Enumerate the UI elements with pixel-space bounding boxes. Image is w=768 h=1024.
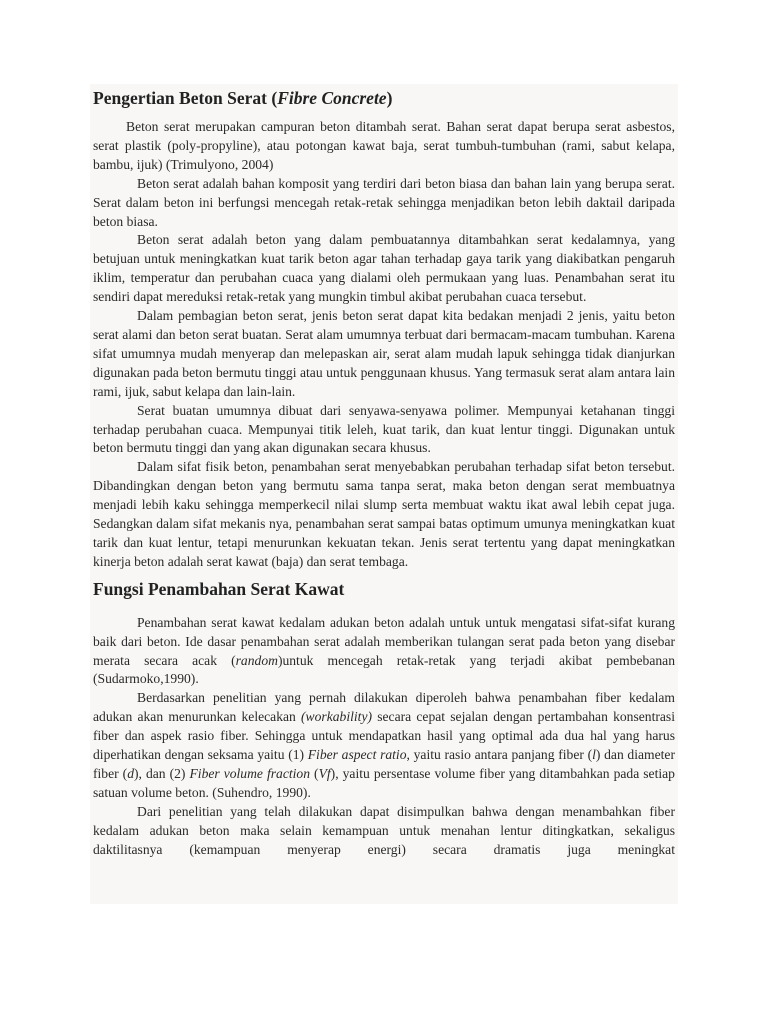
paragraph: Dalam sifat fisik beton, penambahan serat menyebabkan perubahan terhadap sifat beton tersebut. Dibandingkan dengan beton yang bermutu sama tanpa serat, maka beton dengan serat membuatnya menjadi lebih kaku sehingga memperkecil nilai slump serta membuat waktu ikat awal lebih cepat juga. Sedangkan dalam sifat mekanis nya, penambahan serat sampai batas optimum umunya meningkatkan kuat tarik dan kuat lentur, tetapi menurunkan kekuatan tekan. Jenis serat tertentu yang dapat meningkatkan kinerja beton adalah serat kawat (baja) dan serat tembaga. [93,459,675,569]
text-run: ), dan (2) [134,766,190,781]
italic-term: d [127,766,135,781]
paragraph: Dari penelitian yang telah dilakukan dapat disimpulkan bahwa dengan menambahkan fiber kedalam adukan beton maka selain kemampuan untuk menahan lentur ditingkatkan, sekaligus daktilitasnya (kemampuan menyerap energi) secara dramatis juga meningkat [93,803,675,857]
section-heading-fungsi: Fungsi Penambahan Serat Kawat [93,578,345,599]
document-page [90,84,678,904]
paragraph: Beton serat adalah beton yang dalam pembuatannya ditambahkan serat kedalamnya, yang betujuan untuk meningkatkan kuat tarik beton agar tahan terhadap gaya tarik yang diakibatkan pengaruh iklim, temperatur dan perubahan cuaca yang dialami oleh permukaan yang luas. Penambahan serat itu sendiri dapat mereduksi retak-retak yang mungkin timbul akibat perubahan cuaca tersebut. [93,232,675,305]
paragraph: Beton serat adalah bahan komposit yang terdiri dari beton biasa dan bahan lain yang berupa serat. Serat dalam beton ini berfungsi mencegah retak-retak sehingga menjadikan beton lebih daktail daripada beton biasa. [93,175,675,229]
text-run: secara cepat sejalan dengan pertambahan konsentrasi fiber dan aspek rasio fiber. Sehingga untuk mendapatkan hasil yang optimal ada dua hal yang harus diperhatikan dengan seksama yaitu (1) [93,709,675,763]
italic-term: Vf [318,766,331,781]
text-run: Berdasarkan penelitian yang pernah dilakukan diperoleh bahwa penambahan fiber kedalam adukan akan menurunkan kelecakan [93,690,675,725]
paragraph: Serat buatan umumnya dibuat dari senyawa-senyawa polimer. Mempunyai ketahanan tinggi terhadap perubahan cuaca. Mempunyai titik leleh, kuat tarik, dan kuat lentur tinggi. Digunakan untuk beton bermutu tinggi dan yang akan digunakan secara khusus. [93,402,675,456]
heading-text-suffix: ) [386,88,393,108]
text-run: ) dan diameter fiber ( [93,747,675,781]
italic-term: Fiber volume fraction [189,766,311,781]
italic-term: l [592,747,596,763]
italic-term: Fiber aspect ratio [307,747,407,763]
paragraph [93,689,675,802]
italic-term: random [235,652,278,668]
heading-text: Pengertian Beton Serat ( [93,88,278,108]
text-run: ( [310,766,319,781]
text-run: ), yaitu persentase volume fiber yang ditambahkan pada setiap satuan volume beton. (Suhendro, 1990). [93,766,675,800]
paragraph: Dalam pembagian beton serat, jenis beton serat dapat kita bedakan menjadi 2 jenis, yaitu beton serat alami dan beton serat buatan. Serat alam umumnya terbuat dari bermacam-macam tumbuhan. Karena sifat umumnya mudah menyerap dan melepaskan air, serat alam mudah lapuk sehingga tidak dianjurkan digunakan pada beton bermutu tinggi atau untuk penggunaan khusus. Yang termasuk serat alam antara lain rami, ijuk, sabut kelapa dan lain-lain. [93,308,675,399]
section-heading-pengertian [93,87,675,109]
paragraph [93,614,675,690]
italic-term: (workability) [301,709,373,725]
text-run: , yaitu rasio antara panjang fiber ( [406,747,593,763]
paragraph: Beton serat merupakan campuran beton ditambah serat. Bahan serat dapat berupa serat asbestos, serat plastik (poly-propyline), atau potongan kawat baja, serat tumbuh-tumbuhan (rami, sabut kelapa, bambu, ijuk) (Trimulyono, 2004) [93,119,675,172]
text-run: )untuk mencegah retak-retak yang terjadi akibat pembebanan (Sudarmoko,1990). [93,652,675,687]
text-run: Penambahan serat kawat kedalam adukan beton adalah untuk untuk mengatasi sifat-sifat kurang baik dari beton. Ide dasar penambahan serat adalah memberikan tulangan serat pada beton yang disebar merata secara acak ( [93,614,675,668]
heading-italic-text: Fibre Concrete [277,88,387,108]
